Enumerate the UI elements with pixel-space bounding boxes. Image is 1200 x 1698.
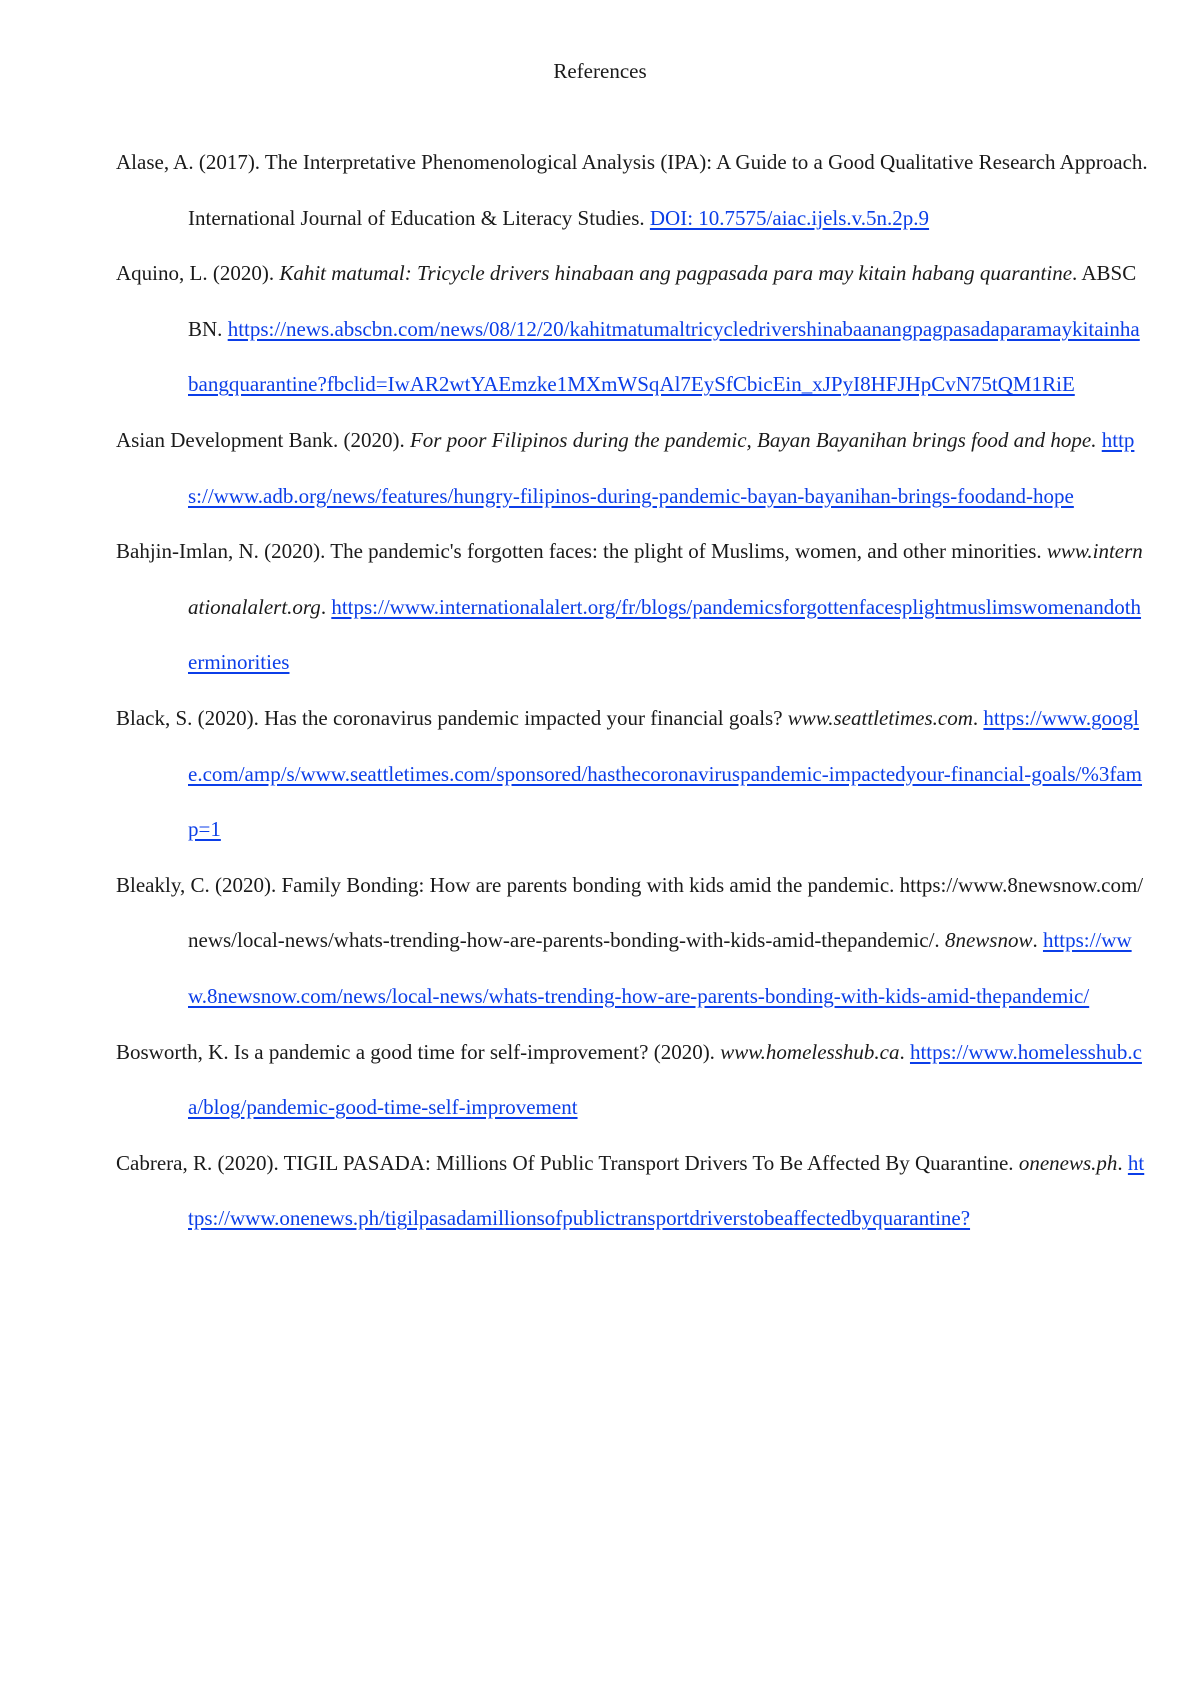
references-heading: References — [553, 59, 647, 83]
reference-text: Asian Development Bank. (2020). — [116, 427, 410, 452]
reference-entry — [116, 413, 1150, 524]
reference-text: Cabrera, R. (2020). TIGIL PASADA: Millions Of Public Transport Drivers To Be Affected By Quarantine. — [116, 1150, 1019, 1175]
reference-text: . — [1117, 1150, 1128, 1175]
reference-text: . — [320, 594, 332, 619]
reference-italic-text: Kahit matumal: Tricycle drivers hinabaan ang pagpasada para may kitain habang quarantine — [279, 261, 1073, 286]
reference-text: . — [1032, 928, 1043, 953]
reference-link[interactable]: https://www.8newsnow.com/news/local-news/whats-trending-how-are-parents-bonding-with-kids-amid-thepandemic/ — [188, 928, 1132, 1008]
reference-link[interactable]: https://www.onenews.ph/tigilpasadamillionsofpublictransportdriverstobeaffectedbyquarantine? — [188, 1150, 1145, 1231]
reference-link[interactable]: https://www.google.com/amp/s/www.seattletimes.com/sponsored/hasthecoronaviruspandemic-impactedyour-financial-goals/%3famp=1 — [188, 705, 1143, 842]
reference-link[interactable]: https://news.abscbn.com/news/08/12/20/kahitmatumaltricycledrivershinabaanangpagpasadaparamaykitainhabangquarantine?fbclid=IwAR2wtYAEmzke1MXmWSqAl7EySfCbicEin_xJPyI8HFJHpCvN75tQM1RiE — [188, 316, 1140, 397]
reference-text: Black, S. (2020). Has the coronavirus pandemic impacted your financial goals? — [116, 705, 788, 730]
reference-italic-text: www.homelesshub.ca — [720, 1039, 900, 1064]
reference-link[interactable]: https://www.internationalalert.org/fr/blogs/pandemicsforgottenfacesplightmuslimswomenandotherminorities — [188, 594, 1142, 675]
reference-entry — [116, 858, 1150, 1025]
reference-text: . — [899, 1039, 910, 1064]
reference-entry — [116, 246, 1150, 413]
reference-link[interactable]: https://www.homelesshub.ca/blog/pandemic-good-time-self-improvement — [188, 1039, 1142, 1120]
reference-entry — [116, 1136, 1150, 1247]
reference-italic-text: For poor Filipinos during the pandemic, Bayan Bayanihan brings food and hope. — [409, 427, 1097, 452]
reference-italic-text: 8newsnow — [944, 928, 1033, 953]
reference-entry — [116, 135, 1150, 246]
reference-italic-text: onenews.ph — [1018, 1150, 1118, 1175]
reference-entry — [116, 1025, 1150, 1136]
reference-italic-text: www.seattletimes.com — [787, 705, 973, 730]
reference-entry — [116, 524, 1150, 691]
reference-link[interactable]: DOI: 10.7575/aiac.ijels.v.5n.2p.9 — [649, 205, 930, 230]
reference-entry — [116, 691, 1150, 858]
reference-text: Bleakly, C. (2020). Family Bonding: How are parents bonding with kids amid the pandemic. https://www.8newsnow.com/news/local-news/whats-trending-how-are-parents-bonding-with-kids-amid-thepandemic/. — [116, 872, 1144, 953]
reference-text: Bosworth, K. Is a pandemic a good time for self-improvement? (2020). — [116, 1039, 721, 1064]
reference-text: . ABSCBN. — [188, 261, 1137, 341]
reference-text: Alase, A. (2017). The Interpretative Phenomenological Analysis (IPA): A Guide to a Good Qualitative Research Approach. International Journal of Education & Literacy Studies. — [116, 150, 1148, 230]
reference-link[interactable]: https://www.adb.org/news/features/hungry-filipinos-during-pandemic-bayan-bayanihan-brings-foodand-hope — [188, 427, 1135, 508]
reference-text: Aquino, L. (2020). — [116, 261, 280, 286]
reference-text: Bahjin-Imlan, N. (2020). The pandemic's forgotten faces: the plight of Muslims, women, and other minorities. — [116, 539, 1047, 564]
reference-list — [116, 135, 1150, 1247]
reference-text: . — [972, 705, 984, 730]
reference-italic-text: www.internationalalert.org — [188, 539, 1143, 619]
